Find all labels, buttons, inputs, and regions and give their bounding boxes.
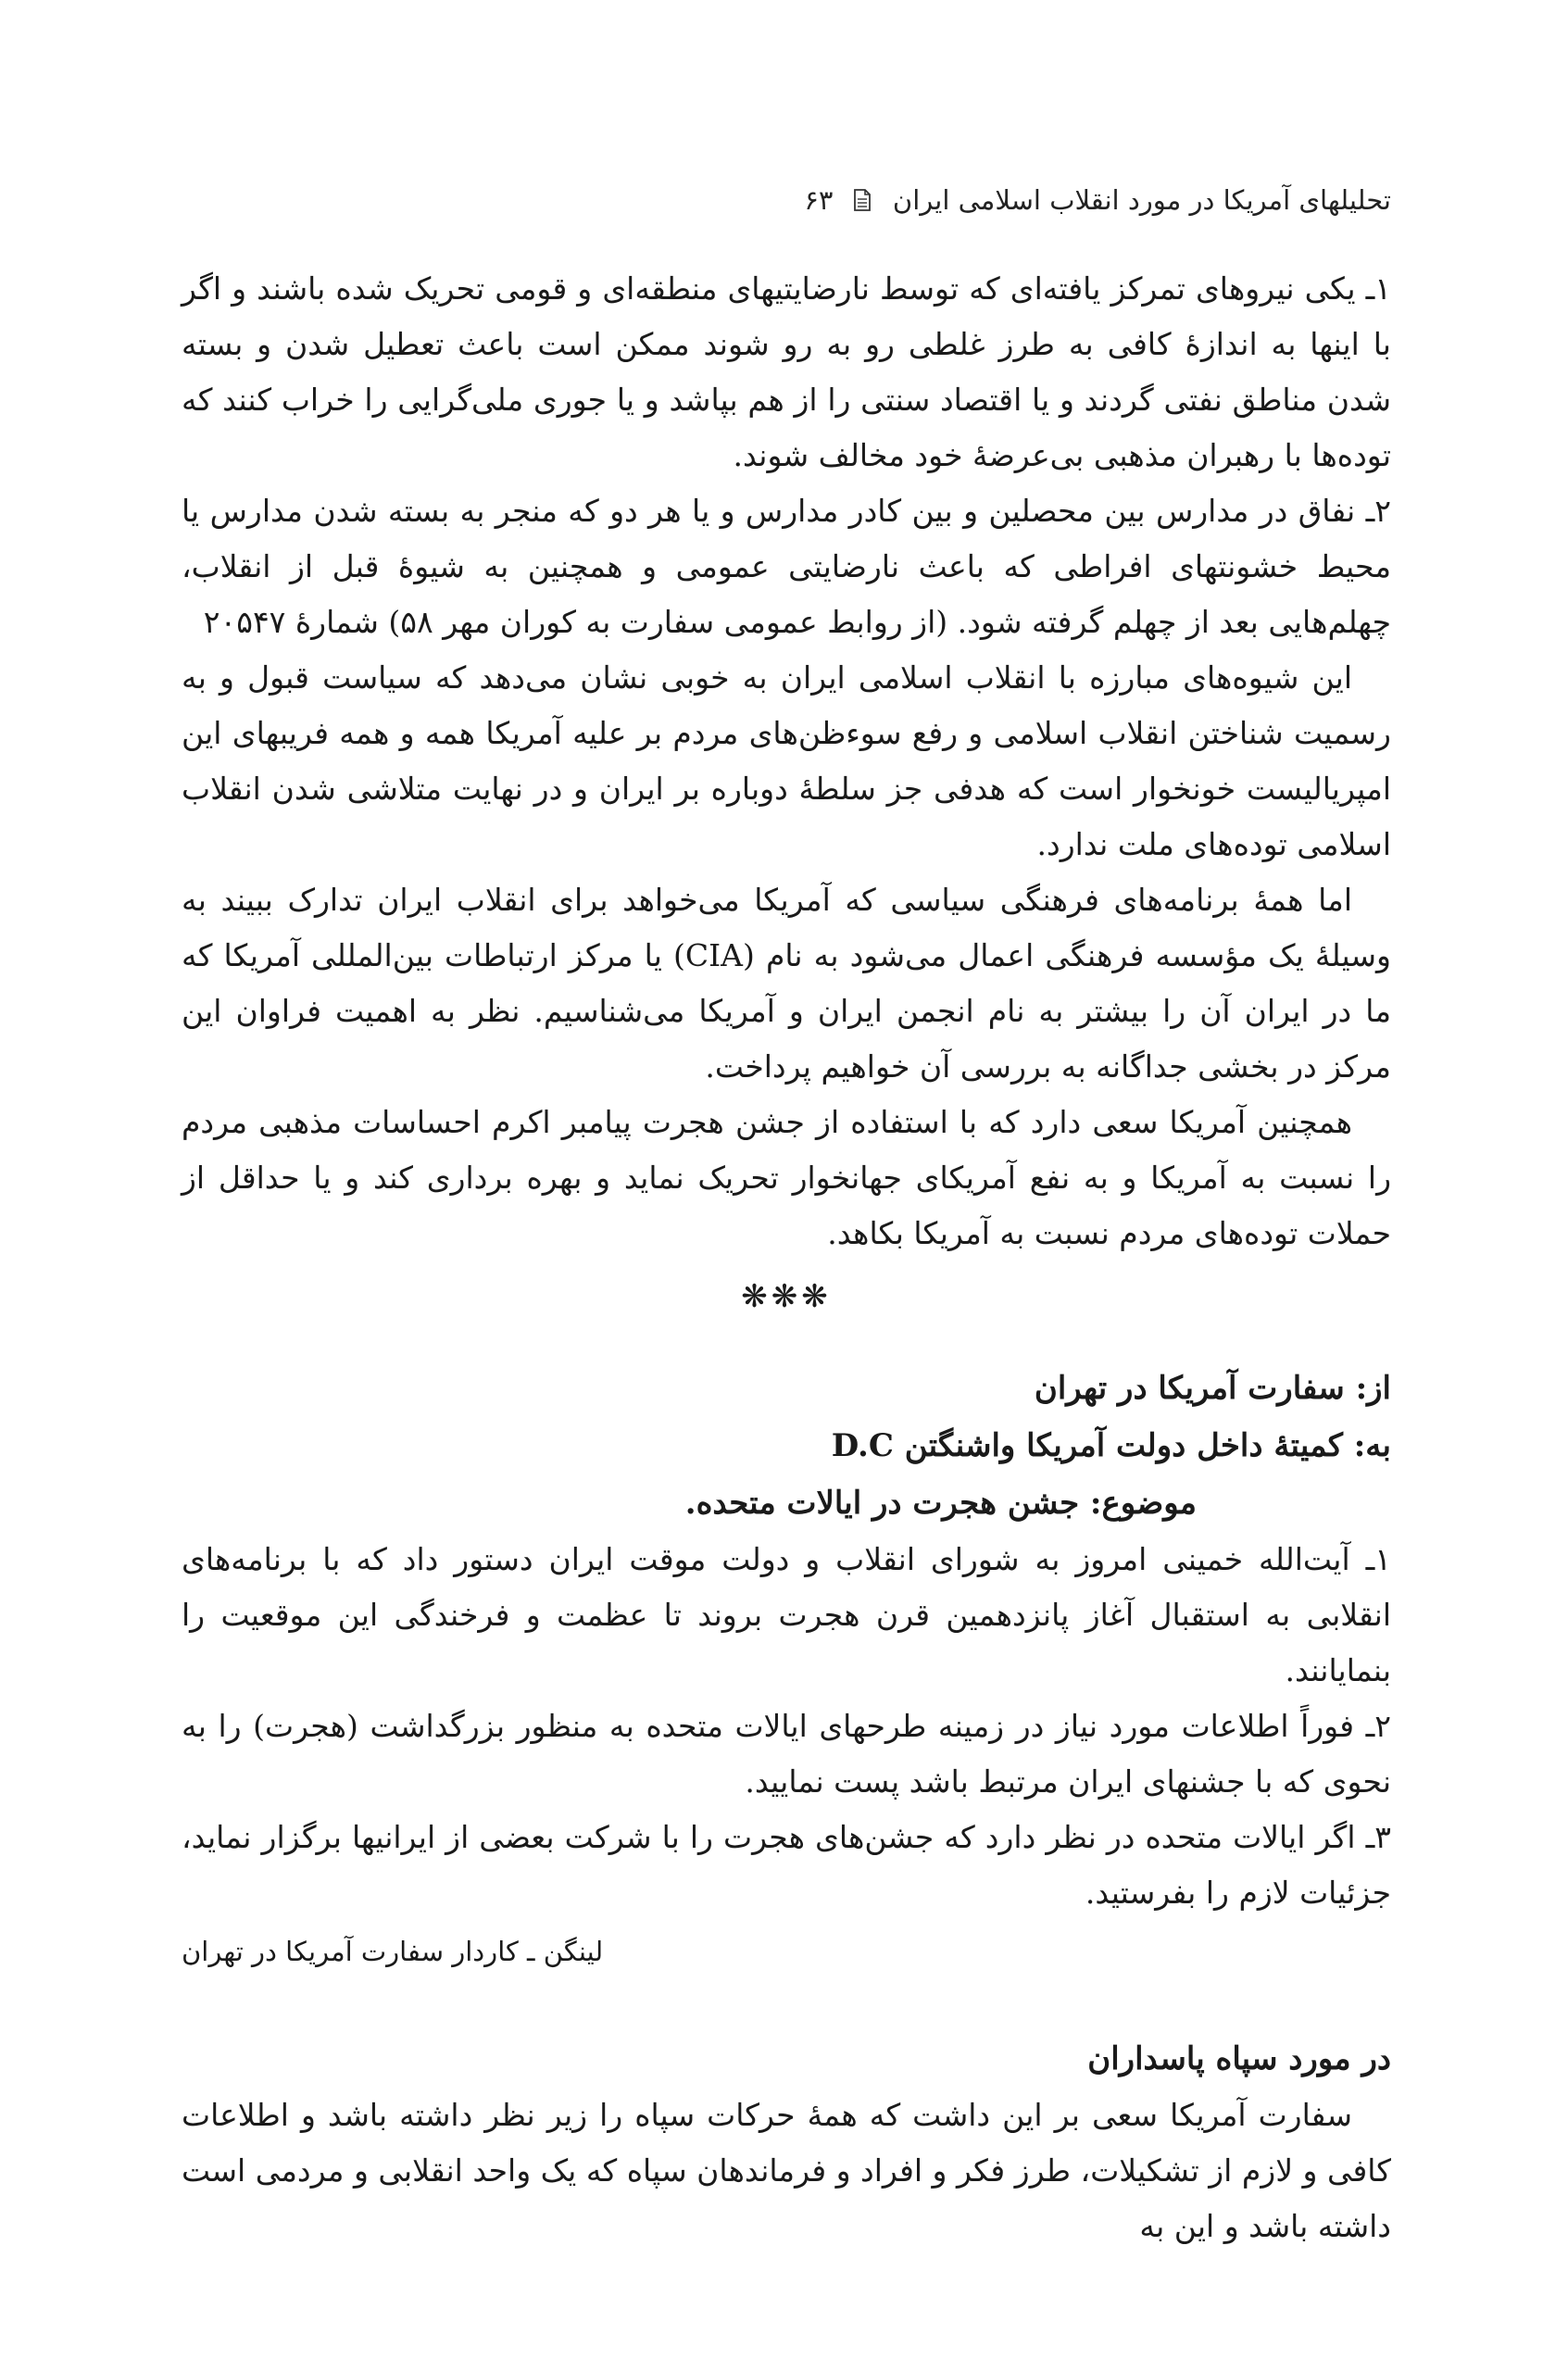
body-paragraph: اما همهٔ برنامه‌های فرهنگی سیاسی که آمریکا می‌خواهد برای انقلاب ایران تدارک ببیند به وسیلهٔ یک مؤسسه فرهنگی اعمال می‌شود به نام (CIA) یا مرکز ارتباطات بین‌المللی آمریکا که ما در ایران آن را بیشتر به نام انجمن ایران و آمریکا می‌شناسیم. نظر به اهمیت فراوان این مرکز در بخشی جداگانه به بررسی آن خواهیم پرداخت. xyxy=(182,882,1391,1085)
body-paragraph: این شیوه‌های مبارزه با انقلاب اسلامی ایران به خوبی نشان می‌دهد که سیاست قبول و به رسمیت شناختن انقلاب اسلامی و رفع سوءظن‌های مردم بر علیه آمریکا همه و همه فریبهای این امپریالیست خونخوار است که هدفی جز سلطهٔ دوباره بر ایران و در نهایت متلاشی شدن انقلاب اسلامی توده‌های ملت ندارد. xyxy=(182,659,1391,862)
memo-signature: لینگن ـ کاردار سفارت آمریکا در تهران xyxy=(182,1936,604,1967)
memo-subject: موضوع: جشن هجرت در ایالات متحده. xyxy=(684,1485,1197,1522)
memo-item: ۳ـ اگر ایالات متحده در نظر دارد که جشن‌های هجرت را با شرکت بعضی از ایرانیها برگزار نماید، جزئیات لازم را بفرستید. xyxy=(182,1819,1391,1911)
document-icon xyxy=(853,183,872,220)
section-separator: ❋❋❋ xyxy=(741,1278,832,1315)
list-item: ۲ـ نفاق در مدارس بین محصلین و بین کادر مدارس و یا هر دو که منجر به بسته شدن مدارس یا محیط خشونتهای افراطی که باعث نارضایتی عمومی و همچنین به شیوهٔ قبل از انقلاب، چهلم‌هایی بعد از چهلم گرفته شود. (از روابط عمومی سفارت به کوران مهر ۵۸) شمارهٔ ۲۰۵۴۷ xyxy=(182,493,1391,640)
running-header xyxy=(182,182,1391,220)
list-item: ۱ـ یکی نیروهای تمرکز یافته‌ای که توسط نارضایتیهای منطقه‌ای و قومی تحریک شده باشند و اگر با اینها به اندازهٔ کافی به طرز غلطی رو به رو شوند ممکن است باعث تعطیل شدن و بسته شدن مناطق نفتی گردند و یا اقتصاد سنتی را از هم بپاشد و یا جوری ملی‌گرایی را خراب کنند که توده‌ها با رهبران مذهبی بی‌عرضهٔ خود مخالف شوند. xyxy=(182,270,1391,473)
memo-item: ۱ـ آیت‌الله خمینی امروز به شورای انقلاب و دولت موقت ایران دستور داد که با برنامه‌های انقلابی به استقبال آغاز پانزدهمین قرن هجرت بروند تا عظمت و فرخندگی این موقعیت را بنمایانند. xyxy=(182,1541,1391,1688)
main-text xyxy=(182,261,1391,2254)
section-heading: در مورد سپاه پاسداران xyxy=(1087,2040,1391,2077)
memo-from: از: سفارت آمریکا در تهران xyxy=(1034,1370,1391,1407)
memo-to: به: کمیتهٔ داخل دولت آمریکا واشنگتن D.C xyxy=(831,1427,1391,1464)
body-paragraph: سفارت آمریکا سعی بر این داشت که همهٔ حرکات سپاه را زیر نظر داشته باشد و اطلاعات کافی و لازم از تشکیلات، طرز فکر و افراد و فرماندهان سپاه که یک واحد انقلابی و مردمی است داشته باشد و این به xyxy=(182,2097,1391,2244)
running-header-title: تحلیلهای آمریکا در مورد انقلاب اسلامی ایران xyxy=(892,184,1391,216)
page-number: ۶۳ xyxy=(804,184,834,216)
memo-item: ۲ـ فوراً اطلاعات مورد نیاز در زمینه طرحهای ایالات متحده به منظور بزرگداشت (هجرت) را به نحوی که با جشنهای ایران مرتبط باشد پست نمایید. xyxy=(182,1708,1391,1800)
body-paragraph: همچنین آمریکا سعی دارد که با استفاده از جشن هجرت پیامبر اکرم احساسات مذهبی مردم را نسبت به آمریکا و به نفع آمریکای جهانخوار تحریک نماید و بهره برداری کند و یا حداقل از حملات توده‌های مردم نسبت به آمریکا بکاهد. xyxy=(182,1104,1391,1251)
